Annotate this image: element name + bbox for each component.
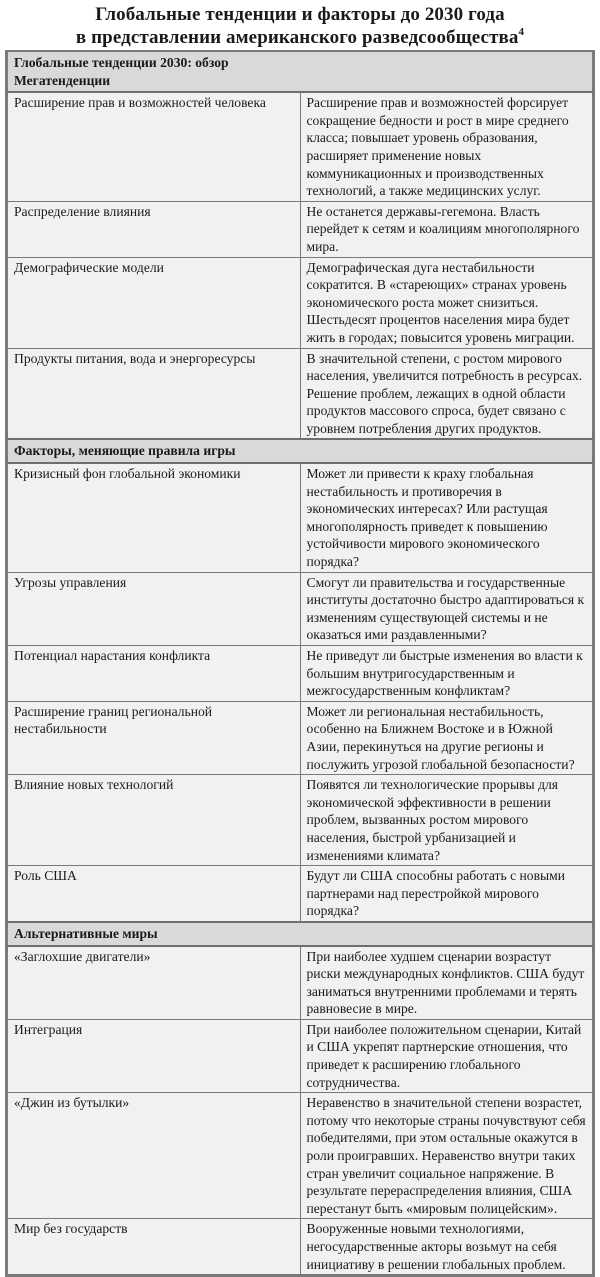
table-row: [8, 646, 593, 702]
row-value: При наиболее положительном сценарии, Китай и США укрепят партнерские отношения, что приведет к расширению глобального сотрудничества.: [300, 1019, 593, 1092]
title-line-1: Глобальные тенденции и факторы до 2030 года: [95, 4, 505, 25]
table-row: [8, 348, 593, 439]
row-key: Потенциал нарастания конфликта: [8, 646, 301, 702]
document-title: [0, 3, 600, 49]
row-value: Демографическая дуга нестабильности сократится. В «стареющих» странах уровень экономического роста может снизиться. Шестьдесят процентов населения мира будет жить в городах; повысится уровень миграции.: [300, 257, 593, 348]
trends-table: [5, 50, 595, 1277]
row-value: В значительной степени, с ростом мирового населения, увеличится потребность в ресурсах. Решение проблем, лежащих в одной области продуктов массового спроса, будет связано с уровнем потребления других продуктов.: [300, 348, 593, 439]
section-header: [8, 52, 593, 92]
table-row: [8, 775, 593, 866]
row-value: При наиболее худшем сценарии возрастут риски международных конфликтов. США будут заниматься внутренними проблемами и терять равновесие в мире.: [300, 946, 593, 1020]
title-line-2: в представлении американского разведсообщества$^4$: [75, 26, 525, 48]
row-value: Будут ли США способны работать с новыми партнерами над перестройкой мирового порядка?: [300, 866, 593, 922]
row-value: Появятся ли технологические прорывы для экономической эффективности в решении проблем, вызванных ростом мирового населения, быстрой урбанизацией и изменениями климата?: [300, 775, 593, 866]
row-key: Распределение влияния: [8, 201, 301, 257]
row-value: Не приведут ли быстрые изменения во власти к большим внутригосударственным и межгосударственным конфликтам?: [300, 646, 593, 702]
row-key: «Заглохшие двигатели»: [8, 946, 301, 1020]
row-value: Не останется державы-гегемона. Власть перейдет к сетям и коалициям многополярного мира.: [300, 201, 593, 257]
table-row: [8, 1219, 593, 1275]
row-value: Может ли привести к краху глобальная нестабильность и противоречия в экономических интересах? Или растущая многополярность приведет к повышению устойчивости мирового экономического порядка?: [300, 463, 593, 572]
table-row: [8, 1019, 593, 1092]
table-row: [8, 866, 593, 922]
table-row: [8, 946, 593, 1020]
table-row: [8, 572, 593, 645]
section-subheading: Мегатенденции: [14, 72, 111, 88]
footnote-marker: 4: [518, 26, 525, 38]
table-row: [8, 1093, 593, 1219]
row-key: Роль США: [8, 866, 301, 922]
row-value: Может ли региональная нестабильность, особенно на Ближнем Востоке и в Южной Азии, перекинуться на другие регионы и послужить угрозой глобальной безопасности?: [300, 701, 593, 774]
row-value: Смогут ли правительства и государственные институты достаточно быстро адаптироваться к изменениям существующей системы и не оказаться ими раздавленными?: [300, 572, 593, 645]
row-key: Угрозы управления: [8, 572, 301, 645]
table-row: [8, 463, 593, 572]
section-heading: Глобальные тенденции 2030: обзор: [14, 55, 229, 70]
row-value: Вооруженные новыми технологиями, негосударственные акторы возьмут на себя инициативу в решении глобальных проблем.: [300, 1219, 593, 1275]
table-row: [8, 257, 593, 348]
row-value: Неравенство в значительной степени возрастет, потому что некоторые страны почувствуют себя победителями, при этом остальные окажутся в роли проигравших. Неравенство внутри таких стран увеличит социальное напряжение. В результате перераспределения влияния, США перестанут быть «мировым полицейским».: [300, 1093, 593, 1219]
table-row: [8, 92, 593, 201]
row-value: Расширение прав и возможностей форсирует сокращение бедности и рост в мире среднего класса; повышает уровень образования, расширяет применение новых коммуникационных и производственных технологий, а также медицинских услуг.: [300, 92, 593, 201]
section-header: [8, 922, 593, 946]
row-key: Интеграция: [8, 1019, 301, 1092]
row-key: Продукты питания, вода и энергоресурсы: [8, 348, 301, 439]
table-row: [8, 701, 593, 774]
row-key: Расширение прав и возможностей человека: [8, 92, 301, 201]
row-key: Мир без государств: [8, 1219, 301, 1275]
row-key: Демографические модели: [8, 257, 301, 348]
row-key: Расширение границ региональной нестабильности: [8, 701, 301, 774]
table-row: [8, 201, 593, 257]
section-header: [8, 439, 593, 463]
section-heading: Факторы, меняющие правила игры: [8, 439, 593, 463]
row-key: Влияние новых технологий: [8, 775, 301, 866]
section-heading: Альтернативные миры: [8, 922, 593, 946]
row-key: Кризисный фон глобальной экономики: [8, 463, 301, 572]
row-key: «Джин из бутылки»: [8, 1093, 301, 1219]
